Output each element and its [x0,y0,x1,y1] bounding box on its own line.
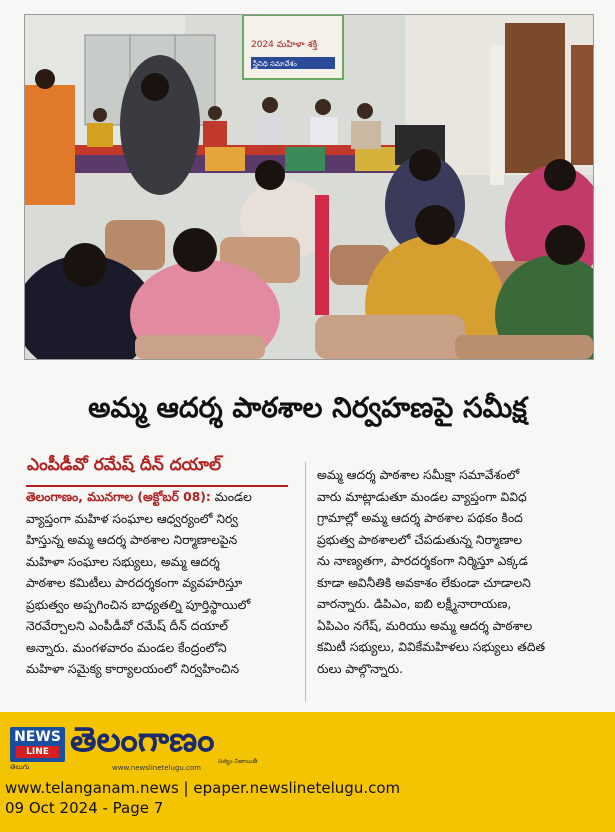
text-line: అన్నారు. మంగళవారం మండల కేంద్రంలోని [26,640,227,655]
text-line: అమ్మ ఆదర్శ పాఠశాల సమీక్షా సమావేశంలో [317,468,520,482]
footer-urls: www.telanganam.news | epaper.newslinetelugu.com [5,779,401,797]
subheadline: ఎంపీడీవో రమేష్ దీన్ దయాల్ [27,455,222,475]
photo-banner-line1: 2024 మహిళా శక్తి [251,40,318,50]
text-line: మహిళా సమైక్య కార్యాలయంలో నిర్వహించిన [26,662,239,676]
logo-line-text: LINE [16,746,59,758]
text-line: ను నాణ్యతగా, పారదర్శకంగా నిర్మిస్తూ ఎక్కడ [317,554,528,568]
headline: అమ్మ ఆదర్శ పాఠశాల నిర్వహణపై సమీక్ష [88,391,527,424]
text-line: హిస్తున్న అమ్మ ఆదర్శ పాఠశాల నిర్మాణాలపైన [26,533,238,547]
logo-news-text: NEWS [14,729,61,745]
column-divider [305,462,306,702]
text-line: మహిళా సంఘాల సభ్యులు, అమ్మ ఆదర్శ [26,554,220,569]
text-line: వారు మాట్లాడుతూ మండల వ్యాప్తంగా వివిధ [317,489,527,504]
article-column-1 [26,487,296,681]
photo-banner-line2: స్త్రీనిధి సమావేశం [253,60,297,68]
article-column-2 [317,465,597,680]
text-line: గ్రామాల్లో అమ్మ ఆదర్శ పాఠశాల పథకం కింద [317,511,523,525]
text-line-start: మండల [214,490,252,504]
logo-slogan: సత్యం నిజాయితీ [218,758,258,765]
text-line: పాఠశాల కమిటీలు పారదర్శకంగా వ్యవహరిస్తూ [26,576,243,590]
footer-date-page: 09 Oct 2024 - Page 7 [5,799,164,817]
text-line: వ్యాప్తంగా మహిళ సంఘాల ఆధ్వర్యంలో నిర్వ [26,511,238,526]
text-line: నెరవేర్చాలని ఎంపీడీవో రమేష్ దీన్ దయాల్ [26,619,228,633]
logo-tagline: తెలుగు [10,763,30,771]
text-line: వారన్నారు. డిపిఎం, ఐబి లక్ష్మీనారాయణ, [317,597,512,611]
logo-site: www.newslinetelugu.com [112,764,201,772]
telanganam-logo-text: తెలంగాణం [70,720,215,760]
article-photo [24,14,594,360]
text-line: ఏపిఎం నగేష్, మరియు అమ్మ ఆదర్శ పాఠశాల [317,618,533,633]
text-line: రులు పాల్గొన్నారు. [317,661,404,676]
newsline-logo [10,727,65,762]
text-line: కూడా అవినీతికి అవకాశం లేకుండా చూడాలని [317,575,531,590]
text-line: ప్రభుత్వం అప్పగించిన బాధ్యతల్ని పూర్తిస్థాయిలో [26,597,251,612]
text-line [26,487,296,509]
text-line: ప్రభుత్వ పాఠశాలలో చేపడుతున్న నిర్మాణాల [317,532,523,547]
dateline: తెలంగాణం, మునగాల (అక్టోబర్ 08): [26,490,211,504]
text-line: కమిటీ సభ్యులు, వివికేమహిళలు సభ్యులు తదిత [317,640,546,654]
